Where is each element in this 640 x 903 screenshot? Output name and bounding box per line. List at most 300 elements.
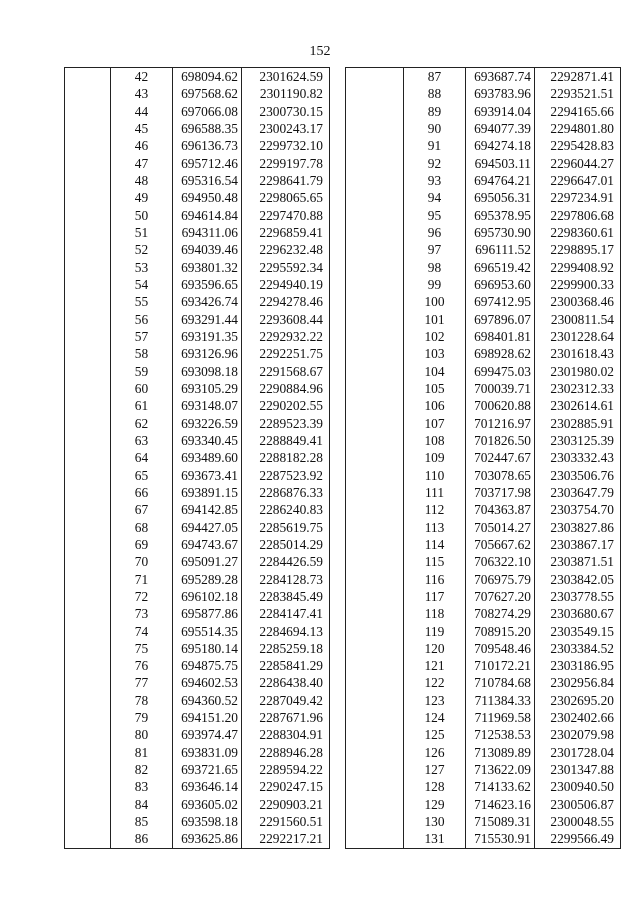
x-coordinate-cell: 694274.18 (466, 137, 535, 154)
y-coordinate-cell: 2284694.13 (242, 623, 330, 640)
x-coordinate-cell: 697066.08 (173, 103, 242, 120)
y-coordinate-cell: 2293521.51 (535, 85, 621, 102)
x-coordinate-cell: 693625.86 (173, 830, 242, 848)
x-coordinate-cell: 715089.31 (466, 813, 535, 830)
point-number-cell: 44 (111, 103, 173, 120)
y-coordinate-cell: 2303549.15 (535, 623, 621, 640)
x-coordinate-cell: 694151.20 (173, 709, 242, 726)
x-coordinate-cell: 693831.09 (173, 744, 242, 761)
table-row (346, 293, 621, 310)
x-coordinate-cell: 694427.05 (173, 519, 242, 536)
x-coordinate-cell: 712538.53 (466, 726, 535, 743)
table-row (346, 85, 621, 102)
table-row (346, 415, 621, 432)
y-coordinate-cell: 2286876.33 (242, 484, 330, 501)
point-number-cell: 94 (404, 189, 466, 206)
table-row (65, 830, 330, 848)
y-coordinate-cell: 2302614.61 (535, 397, 621, 414)
blank-cell (65, 293, 111, 310)
point-number-cell: 104 (404, 363, 466, 380)
point-number-cell: 50 (111, 207, 173, 224)
y-coordinate-cell: 2300506.87 (535, 796, 621, 813)
table-row (65, 588, 330, 605)
y-coordinate-cell: 2301624.59 (242, 68, 330, 86)
y-coordinate-cell: 2299197.78 (242, 155, 330, 172)
blank-cell (346, 68, 404, 86)
table-row (346, 640, 621, 657)
point-number-cell: 106 (404, 397, 466, 414)
blank-cell (346, 137, 404, 154)
y-coordinate-cell: 2300243.17 (242, 120, 330, 137)
table-row (346, 623, 621, 640)
x-coordinate-cell: 696136.73 (173, 137, 242, 154)
blank-cell (346, 778, 404, 795)
x-coordinate-cell: 695056.31 (466, 189, 535, 206)
y-coordinate-cell: 2299900.33 (535, 276, 621, 293)
y-coordinate-cell: 2298065.65 (242, 189, 330, 206)
x-coordinate-cell: 693489.60 (173, 449, 242, 466)
blank-cell (346, 623, 404, 640)
point-number-cell: 90 (404, 120, 466, 137)
point-number-cell: 131 (404, 830, 466, 848)
table-row (346, 467, 621, 484)
point-number-cell: 101 (404, 311, 466, 328)
y-coordinate-cell: 2287049.42 (242, 692, 330, 709)
coordinate-table-right (345, 67, 621, 849)
x-coordinate-cell: 694039.46 (173, 241, 242, 258)
y-coordinate-cell: 2284147.41 (242, 605, 330, 622)
x-coordinate-cell: 710784.68 (466, 674, 535, 691)
y-coordinate-cell: 2296044.27 (535, 155, 621, 172)
x-coordinate-cell: 703078.65 (466, 467, 535, 484)
y-coordinate-cell: 2285259.18 (242, 640, 330, 657)
blank-cell (65, 276, 111, 293)
table-row (346, 207, 621, 224)
blank-cell (346, 345, 404, 362)
point-number-cell: 48 (111, 172, 173, 189)
blank-cell (346, 830, 404, 848)
x-coordinate-cell: 708915.20 (466, 623, 535, 640)
blank-cell (65, 380, 111, 397)
point-number-cell: 119 (404, 623, 466, 640)
table-row (65, 623, 330, 640)
x-coordinate-cell: 704363.87 (466, 501, 535, 518)
table-row (346, 311, 621, 328)
x-coordinate-cell: 696953.60 (466, 276, 535, 293)
y-coordinate-cell: 2303778.55 (535, 588, 621, 605)
x-coordinate-cell: 714133.62 (466, 778, 535, 795)
x-coordinate-cell: 708274.29 (466, 605, 535, 622)
point-number-cell: 103 (404, 345, 466, 362)
blank-cell (65, 813, 111, 830)
point-number-cell: 123 (404, 692, 466, 709)
y-coordinate-cell: 2286438.40 (242, 674, 330, 691)
blank-cell (65, 120, 111, 137)
point-number-cell: 43 (111, 85, 173, 102)
y-coordinate-cell: 2300811.54 (535, 311, 621, 328)
point-number-cell: 68 (111, 519, 173, 536)
y-coordinate-cell: 2292871.41 (535, 68, 621, 86)
y-coordinate-cell: 2287523.92 (242, 467, 330, 484)
x-coordinate-cell: 714623.16 (466, 796, 535, 813)
table-row (65, 155, 330, 172)
blank-cell (346, 761, 404, 778)
y-coordinate-cell: 2301190.82 (242, 85, 330, 102)
point-number-cell: 82 (111, 761, 173, 778)
table-row (346, 189, 621, 206)
table-row (346, 588, 621, 605)
y-coordinate-cell: 2303842.05 (535, 571, 621, 588)
blank-cell (65, 155, 111, 172)
x-coordinate-cell: 705014.27 (466, 519, 535, 536)
x-coordinate-cell: 693426.74 (173, 293, 242, 310)
blank-cell (65, 571, 111, 588)
table-row (346, 380, 621, 397)
y-coordinate-cell: 2302312.33 (535, 380, 621, 397)
blank-cell (346, 484, 404, 501)
y-coordinate-cell: 2303827.86 (535, 519, 621, 536)
point-number-cell: 47 (111, 155, 173, 172)
blank-cell (65, 68, 111, 86)
table-row (65, 380, 330, 397)
y-coordinate-cell: 2303506.76 (535, 467, 621, 484)
point-number-cell: 85 (111, 813, 173, 830)
blank-cell (65, 224, 111, 241)
blank-cell (346, 674, 404, 691)
y-coordinate-cell: 2299408.92 (535, 259, 621, 276)
point-number-cell: 57 (111, 328, 173, 345)
blank-cell (346, 276, 404, 293)
blank-cell (65, 796, 111, 813)
table-row (346, 224, 621, 241)
x-coordinate-cell: 700039.71 (466, 380, 535, 397)
y-coordinate-cell: 2285841.29 (242, 657, 330, 674)
table-row (346, 397, 621, 414)
x-coordinate-cell: 694764.21 (466, 172, 535, 189)
blank-cell (65, 640, 111, 657)
point-number-cell: 113 (404, 519, 466, 536)
table-row (65, 674, 330, 691)
point-number-cell: 125 (404, 726, 466, 743)
blank-cell (65, 484, 111, 501)
blank-cell (346, 467, 404, 484)
x-coordinate-cell: 696519.42 (466, 259, 535, 276)
point-number-cell: 98 (404, 259, 466, 276)
point-number-cell: 108 (404, 432, 466, 449)
x-coordinate-cell: 706975.79 (466, 571, 535, 588)
table-row (346, 726, 621, 743)
y-coordinate-cell: 2290884.96 (242, 380, 330, 397)
point-number-cell: 53 (111, 259, 173, 276)
blank-cell (346, 241, 404, 258)
y-coordinate-cell: 2284128.73 (242, 571, 330, 588)
point-number-cell: 92 (404, 155, 466, 172)
table-row (65, 68, 330, 86)
point-number-cell: 54 (111, 276, 173, 293)
y-coordinate-cell: 2303680.67 (535, 605, 621, 622)
table-row (346, 155, 621, 172)
point-number-cell: 60 (111, 380, 173, 397)
blank-cell (65, 259, 111, 276)
y-coordinate-cell: 2294801.80 (535, 120, 621, 137)
y-coordinate-cell: 2284426.59 (242, 553, 330, 570)
x-coordinate-cell: 693783.96 (466, 85, 535, 102)
table-row (65, 536, 330, 553)
point-number-cell: 130 (404, 813, 466, 830)
x-coordinate-cell: 702447.67 (466, 449, 535, 466)
blank-cell (65, 103, 111, 120)
table-row (346, 709, 621, 726)
point-number-cell: 78 (111, 692, 173, 709)
x-coordinate-cell: 693721.65 (173, 761, 242, 778)
point-number-cell: 87 (404, 68, 466, 86)
table-row (65, 259, 330, 276)
blank-cell (346, 744, 404, 761)
blank-cell (65, 709, 111, 726)
table-row (65, 605, 330, 622)
y-coordinate-cell: 2303332.43 (535, 449, 621, 466)
table-row (346, 241, 621, 258)
blank-cell (346, 553, 404, 570)
point-number-cell: 67 (111, 501, 173, 518)
point-number-cell: 65 (111, 467, 173, 484)
y-coordinate-cell: 2291568.67 (242, 363, 330, 380)
table-row (65, 761, 330, 778)
blank-cell (346, 657, 404, 674)
point-number-cell: 79 (111, 709, 173, 726)
x-coordinate-cell: 713622.09 (466, 761, 535, 778)
table-row (346, 68, 621, 86)
x-coordinate-cell: 694743.67 (173, 536, 242, 553)
y-coordinate-cell: 2288946.28 (242, 744, 330, 761)
x-coordinate-cell: 696102.18 (173, 588, 242, 605)
blank-cell (346, 501, 404, 518)
y-coordinate-cell: 2285014.29 (242, 536, 330, 553)
point-number-cell: 116 (404, 571, 466, 588)
table-row (346, 830, 621, 848)
point-number-cell: 71 (111, 571, 173, 588)
point-number-cell: 83 (111, 778, 173, 795)
y-coordinate-cell: 2299566.49 (535, 830, 621, 848)
blank-cell (346, 380, 404, 397)
y-coordinate-cell: 2288849.41 (242, 432, 330, 449)
x-coordinate-cell: 694875.75 (173, 657, 242, 674)
blank-cell (346, 415, 404, 432)
point-number-cell: 96 (404, 224, 466, 241)
y-coordinate-cell: 2292932.22 (242, 328, 330, 345)
table-row (65, 172, 330, 189)
blank-cell (65, 674, 111, 691)
point-number-cell: 124 (404, 709, 466, 726)
y-coordinate-cell: 2295592.34 (242, 259, 330, 276)
blank-cell (65, 623, 111, 640)
point-number-cell: 52 (111, 241, 173, 258)
y-coordinate-cell: 2302402.66 (535, 709, 621, 726)
x-coordinate-cell: 700620.88 (466, 397, 535, 414)
x-coordinate-cell: 701216.97 (466, 415, 535, 432)
point-number-cell: 64 (111, 449, 173, 466)
x-coordinate-cell: 715530.91 (466, 830, 535, 848)
table-row (346, 692, 621, 709)
table-row (346, 813, 621, 830)
blank-cell (346, 328, 404, 345)
table-row (65, 778, 330, 795)
y-coordinate-cell: 2290903.21 (242, 796, 330, 813)
x-coordinate-cell: 695712.46 (173, 155, 242, 172)
table-row (346, 120, 621, 137)
table-row (65, 103, 330, 120)
table-row (65, 519, 330, 536)
table-row (65, 553, 330, 570)
y-coordinate-cell: 2288304.91 (242, 726, 330, 743)
x-coordinate-cell: 707627.20 (466, 588, 535, 605)
point-number-cell: 51 (111, 224, 173, 241)
table-row (346, 484, 621, 501)
x-coordinate-cell: 694503.11 (466, 155, 535, 172)
y-coordinate-cell: 2300730.15 (242, 103, 330, 120)
blank-cell (65, 328, 111, 345)
table-row (65, 744, 330, 761)
point-number-cell: 117 (404, 588, 466, 605)
point-number-cell: 59 (111, 363, 173, 380)
point-number-cell: 42 (111, 68, 173, 86)
table-row (65, 224, 330, 241)
table-row (65, 796, 330, 813)
table-row (346, 259, 621, 276)
point-number-cell: 110 (404, 467, 466, 484)
y-coordinate-cell: 2292251.75 (242, 345, 330, 362)
blank-cell (346, 709, 404, 726)
point-number-cell: 127 (404, 761, 466, 778)
blank-cell (346, 813, 404, 830)
table-row (65, 571, 330, 588)
coordinate-table-left (64, 67, 330, 849)
x-coordinate-cell: 706322.10 (466, 553, 535, 570)
blank-cell (346, 726, 404, 743)
point-number-cell: 45 (111, 120, 173, 137)
y-coordinate-cell: 2301618.43 (535, 345, 621, 362)
x-coordinate-cell: 693126.96 (173, 345, 242, 362)
y-coordinate-cell: 2286240.83 (242, 501, 330, 518)
blank-cell (346, 796, 404, 813)
point-number-cell: 70 (111, 553, 173, 570)
blank-cell (346, 588, 404, 605)
x-coordinate-cell: 695091.27 (173, 553, 242, 570)
table-row (346, 501, 621, 518)
y-coordinate-cell: 2303647.79 (535, 484, 621, 501)
table-row (65, 85, 330, 102)
table-row (65, 120, 330, 137)
x-coordinate-cell: 694360.52 (173, 692, 242, 709)
table-row (346, 363, 621, 380)
x-coordinate-cell: 710172.21 (466, 657, 535, 674)
point-number-cell: 128 (404, 778, 466, 795)
x-coordinate-cell: 696588.35 (173, 120, 242, 137)
page-number: 152 (309, 44, 331, 59)
x-coordinate-cell: 693226.59 (173, 415, 242, 432)
blank-cell (65, 397, 111, 414)
y-coordinate-cell: 2294940.19 (242, 276, 330, 293)
blank-cell (346, 519, 404, 536)
table-row (65, 293, 330, 310)
table-row (65, 207, 330, 224)
blank-cell (346, 259, 404, 276)
table-row (65, 241, 330, 258)
table-row (346, 519, 621, 536)
y-coordinate-cell: 2295428.83 (535, 137, 621, 154)
x-coordinate-cell: 695289.28 (173, 571, 242, 588)
point-number-cell: 105 (404, 380, 466, 397)
y-coordinate-cell: 2297234.91 (535, 189, 621, 206)
blank-cell (65, 207, 111, 224)
y-coordinate-cell: 2287671.96 (242, 709, 330, 726)
x-coordinate-cell: 695316.54 (173, 172, 242, 189)
blank-cell (65, 692, 111, 709)
point-number-cell: 121 (404, 657, 466, 674)
x-coordinate-cell: 698401.81 (466, 328, 535, 345)
y-coordinate-cell: 2298641.79 (242, 172, 330, 189)
y-coordinate-cell: 2292217.21 (242, 830, 330, 848)
y-coordinate-cell: 2303384.52 (535, 640, 621, 657)
y-coordinate-cell: 2290202.55 (242, 397, 330, 414)
x-coordinate-cell: 693105.29 (173, 380, 242, 397)
point-number-cell: 109 (404, 449, 466, 466)
y-coordinate-cell: 2297470.88 (242, 207, 330, 224)
table-row (346, 103, 621, 120)
point-number-cell: 66 (111, 484, 173, 501)
table-row (65, 328, 330, 345)
table-row (65, 311, 330, 328)
blank-cell (346, 432, 404, 449)
point-number-cell: 93 (404, 172, 466, 189)
y-coordinate-cell: 2291560.51 (242, 813, 330, 830)
blank-cell (346, 120, 404, 137)
x-coordinate-cell: 705667.62 (466, 536, 535, 553)
y-coordinate-cell: 2294278.46 (242, 293, 330, 310)
table-row (346, 744, 621, 761)
x-coordinate-cell: 709548.46 (466, 640, 535, 657)
point-number-cell: 72 (111, 588, 173, 605)
x-coordinate-cell: 695730.90 (466, 224, 535, 241)
y-coordinate-cell: 2285619.75 (242, 519, 330, 536)
table-row (65, 397, 330, 414)
point-number-cell: 122 (404, 674, 466, 691)
table-row (346, 536, 621, 553)
point-number-cell: 56 (111, 311, 173, 328)
x-coordinate-cell: 695378.95 (466, 207, 535, 224)
table-row (346, 345, 621, 362)
y-coordinate-cell: 2289523.39 (242, 415, 330, 432)
y-coordinate-cell: 2296647.01 (535, 172, 621, 189)
x-coordinate-cell: 693605.02 (173, 796, 242, 813)
table-row (65, 415, 330, 432)
point-number-cell: 80 (111, 726, 173, 743)
y-coordinate-cell: 2294165.66 (535, 103, 621, 120)
x-coordinate-cell: 693598.18 (173, 813, 242, 830)
point-number-cell: 107 (404, 415, 466, 432)
x-coordinate-cell: 711384.33 (466, 692, 535, 709)
x-coordinate-cell: 693596.65 (173, 276, 242, 293)
y-coordinate-cell: 2303871.51 (535, 553, 621, 570)
x-coordinate-cell: 698928.62 (466, 345, 535, 362)
blank-cell (65, 137, 111, 154)
table-row (346, 761, 621, 778)
blank-cell (65, 172, 111, 189)
blank-cell (65, 778, 111, 795)
point-number-cell: 97 (404, 241, 466, 258)
x-coordinate-cell: 693673.41 (173, 467, 242, 484)
point-number-cell: 114 (404, 536, 466, 553)
